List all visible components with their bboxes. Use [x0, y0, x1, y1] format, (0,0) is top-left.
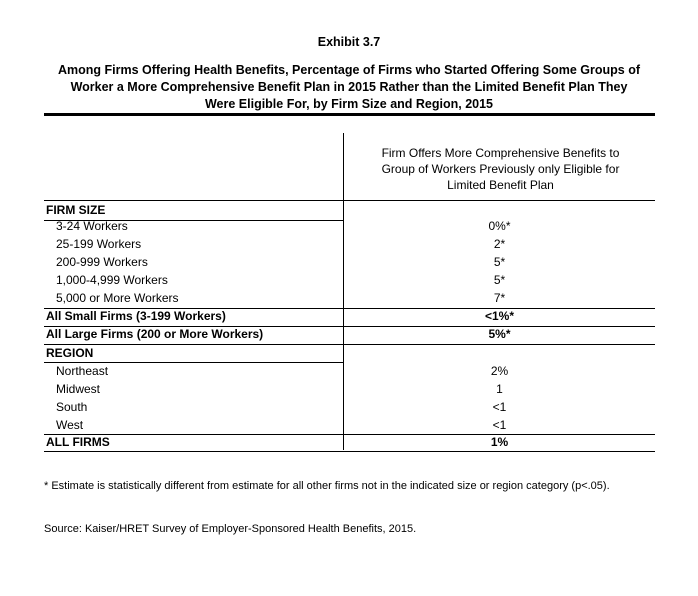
source-note: Source: Kaiser/HRET Survey of Employer-Sponsored Health Benefits, 2015.: [44, 523, 417, 535]
table-row: [44, 308, 655, 326]
row-label: 5,000 or More Workers: [56, 291, 179, 305]
row-label: All Large Firms (200 or More Workers): [46, 327, 264, 341]
footnote: * Estimate is statistically different from estimate for all other firms not in the indicated size or region category (p<.05).: [44, 480, 610, 492]
table-row: [44, 272, 655, 290]
row-label: South: [56, 400, 88, 414]
row-label: 3-24 Workers: [56, 219, 128, 233]
row-value: 1: [496, 382, 503, 396]
row-label: 25-199 Workers: [56, 237, 142, 251]
row-label: Northeast: [56, 364, 109, 378]
exhibit-title: [20, 62, 678, 113]
row-value: 2*: [493, 237, 506, 251]
table-row: [44, 363, 655, 381]
table-row: [44, 417, 655, 435]
table-row: [44, 381, 655, 399]
title-line-3: Were Eligible For, by Firm Size and Region, 2015: [204, 97, 494, 111]
table-row: [44, 326, 655, 344]
column-header-line-2: Group of Workers Previously only Eligible for: [381, 162, 620, 176]
row-value: <1%*: [484, 309, 515, 323]
row-value: 2%: [490, 364, 509, 378]
row-label: 1,000-4,999 Workers: [56, 273, 168, 287]
section-region: [44, 345, 655, 363]
row-value: <1: [492, 400, 507, 414]
row-value: 7*: [493, 291, 506, 305]
title-rule: [44, 113, 655, 116]
table-row-total: [44, 434, 655, 452]
row-value: 0%*: [488, 219, 511, 233]
title-line-1: Among Firms Offering Health Benefits, Percentage of Firms who Started Offering Some Groups of: [57, 63, 641, 77]
table-row: [44, 236, 655, 254]
row-value: <1: [492, 418, 507, 432]
table-row: [44, 218, 655, 236]
title-line-2: Worker a More Comprehensive Benefit Plan in 2015 Rather than the Limited Benefit Plan They: [70, 80, 628, 94]
row-label: 200-999 Workers: [56, 255, 148, 269]
row-value: 1%: [490, 435, 509, 449]
row-label: All Small Firms (3-199 Workers): [46, 309, 226, 323]
row-label: Midwest: [56, 382, 101, 396]
row-value: 5*: [493, 255, 506, 269]
row-label: West: [56, 418, 84, 432]
header-rule: [44, 200, 655, 201]
column-header-line-3: Limited Benefit Plan: [447, 178, 554, 192]
table-row: [44, 290, 655, 308]
section-label: REGION: [46, 346, 94, 360]
column-header: [348, 145, 653, 193]
row-value: 5*: [493, 273, 506, 287]
table-bottom-rule: [44, 451, 655, 452]
section-label: FIRM SIZE: [46, 203, 106, 217]
row-value: 5%*: [488, 327, 511, 341]
column-header-line-1: Firm Offers More Comprehensive Benefits to: [381, 146, 620, 160]
exhibit-label: Exhibit 3.7: [317, 35, 381, 49]
table-row: [44, 254, 655, 272]
table-row: [44, 399, 655, 417]
row-label: ALL FIRMS: [46, 435, 110, 449]
